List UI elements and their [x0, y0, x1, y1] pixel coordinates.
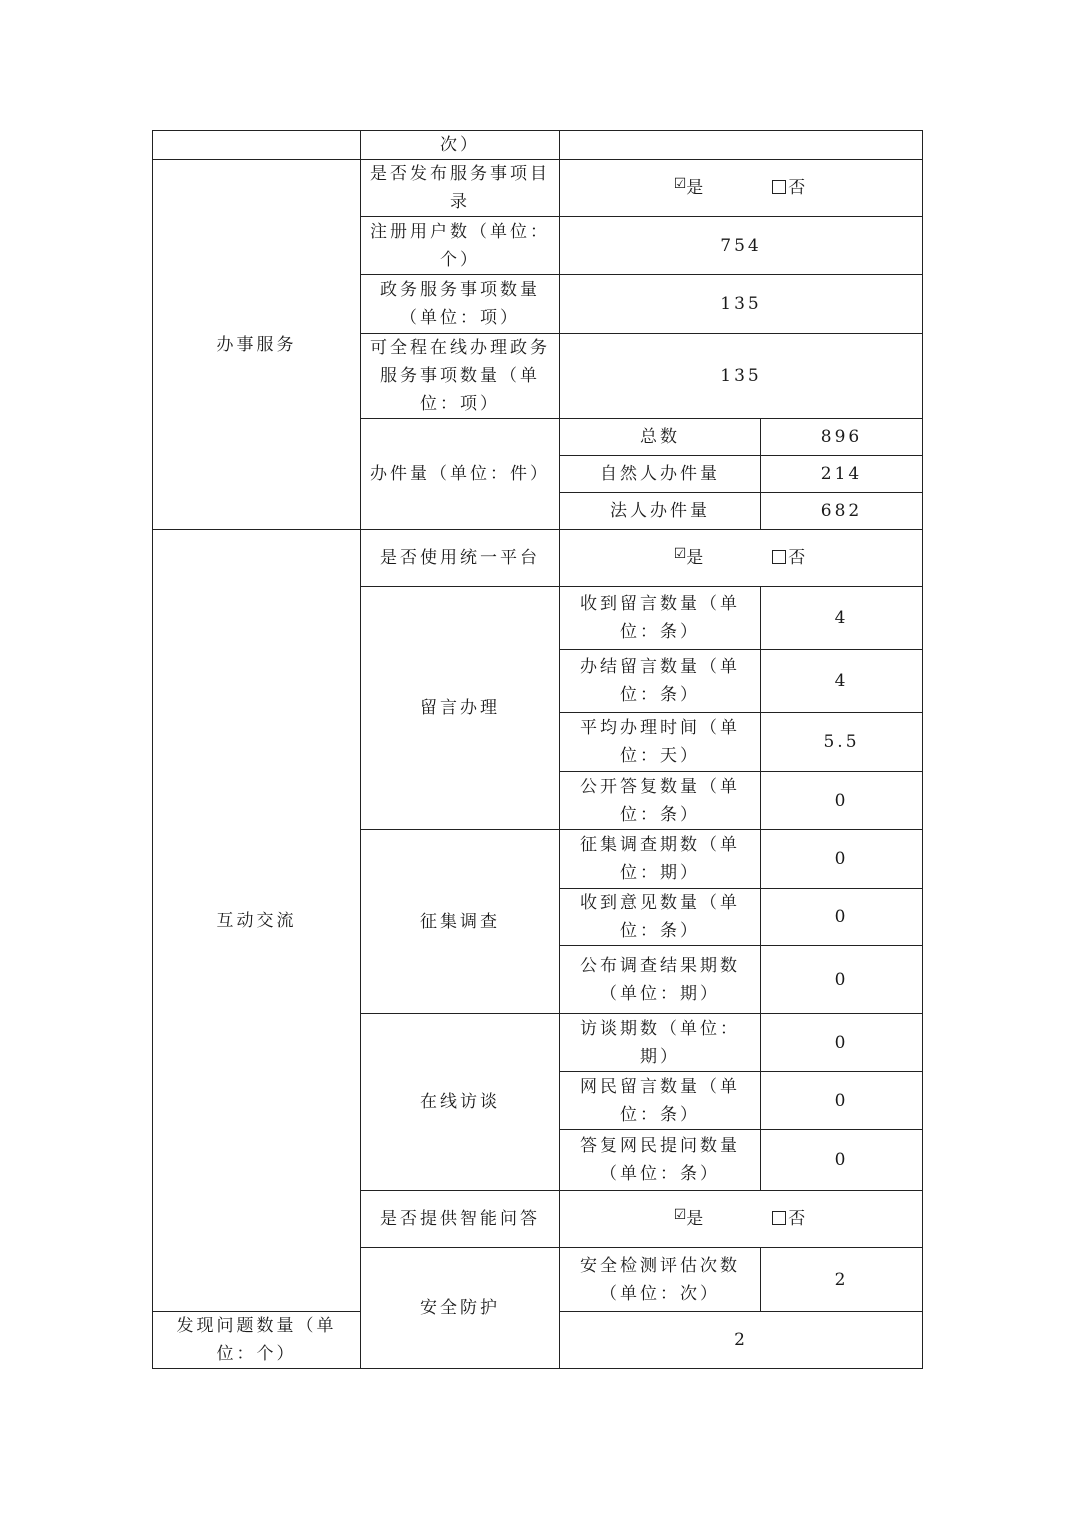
table-row — [153, 160, 923, 217]
no-option: 否 — [788, 177, 809, 198]
category-security: 安全防护 — [361, 1248, 560, 1369]
sub-value: 0 — [761, 1072, 923, 1130]
table-row — [153, 530, 923, 587]
cell-empty — [153, 131, 361, 160]
group-label: 征集调查 — [361, 830, 560, 1014]
yes-no-choice — [560, 160, 923, 217]
sub-label: 征集调查期数（单位：期） — [560, 830, 761, 889]
sub-label: 收到留言数量（单位：条） — [560, 587, 761, 650]
group-label: 在线访谈 — [361, 1014, 560, 1191]
sub-label: 平均办理时间（单位：天） — [560, 713, 761, 772]
yes-option: 是 — [686, 547, 707, 568]
yes-option: 是 — [686, 177, 707, 198]
sub-label: 访谈期数（单位：期） — [560, 1014, 761, 1072]
sub-value: 0 — [761, 1014, 923, 1072]
checked-box-icon: ☑ — [673, 175, 687, 192]
sub-label: 办结留言数量（单位：条） — [560, 650, 761, 713]
row-label: 安全检测评估次数（单位：次） — [560, 1248, 761, 1312]
sub-value: 896 — [761, 419, 923, 456]
sub-label: 收到意见数量（单位：条） — [560, 889, 761, 946]
sub-label: 公开答复数量（单位：条） — [560, 772, 761, 830]
sub-value: 0 — [761, 1130, 923, 1191]
group-label: 办件量（单位：件） — [361, 419, 560, 530]
unchecked-box-icon — [772, 1211, 786, 1225]
row-label: 是否提供智能问答 — [361, 1191, 560, 1248]
row-label: 政务服务事项数量（单位：项） — [361, 275, 560, 334]
sub-label: 网民留言数量（单位：条） — [560, 1072, 761, 1130]
row-label: 次） — [361, 131, 560, 160]
sub-value: 0 — [761, 946, 923, 1014]
row-label: 是否发布服务事项目录 — [361, 160, 560, 217]
sub-label: 法人办件量 — [560, 493, 761, 530]
sub-value: 214 — [761, 456, 923, 493]
sub-label: 自然人办件量 — [560, 456, 761, 493]
row-value: 135 — [560, 334, 923, 419]
checked-box-icon: ☑ — [673, 545, 687, 562]
statistics-table — [152, 130, 923, 1369]
no-option: 否 — [788, 547, 809, 568]
row-label: 是否使用统一平台 — [361, 530, 560, 587]
sub-value: 5.5 — [761, 713, 923, 772]
cell-empty — [560, 131, 923, 160]
sub-value: 0 — [761, 830, 923, 889]
row-value: 2 — [560, 1312, 923, 1369]
sub-value: 0 — [761, 772, 923, 830]
group-label: 留言办理 — [361, 587, 560, 830]
row-value: 135 — [560, 275, 923, 334]
table-row — [153, 131, 923, 160]
sub-label: 总数 — [560, 419, 761, 456]
sub-value: 682 — [761, 493, 923, 530]
checked-box-icon: ☑ — [673, 1206, 687, 1223]
sub-value: 4 — [761, 650, 923, 713]
no-option: 否 — [788, 1208, 809, 1229]
sub-value: 0 — [761, 889, 923, 946]
unchecked-box-icon — [772, 180, 786, 194]
category-service: 办事服务 — [153, 160, 361, 530]
yes-option: 是 — [686, 1208, 707, 1229]
yes-no-choice — [560, 530, 923, 587]
sub-label: 答复网民提问数量（单位：条） — [560, 1130, 761, 1191]
yes-no-choice — [560, 1191, 923, 1248]
unchecked-box-icon — [772, 550, 786, 564]
sub-value: 4 — [761, 587, 923, 650]
row-label: 注册用户数（单位：个） — [361, 217, 560, 275]
category-interaction: 互动交流 — [153, 530, 361, 1312]
row-value: 754 — [560, 217, 923, 275]
row-label: 发现问题数量（单位：个） — [153, 1312, 361, 1369]
row-value: 2 — [761, 1248, 923, 1312]
row-label: 可全程在线办理政务服务事项数量（单位：项） — [361, 334, 560, 419]
sub-label: 公布调查结果期数（单位：期） — [560, 946, 761, 1014]
